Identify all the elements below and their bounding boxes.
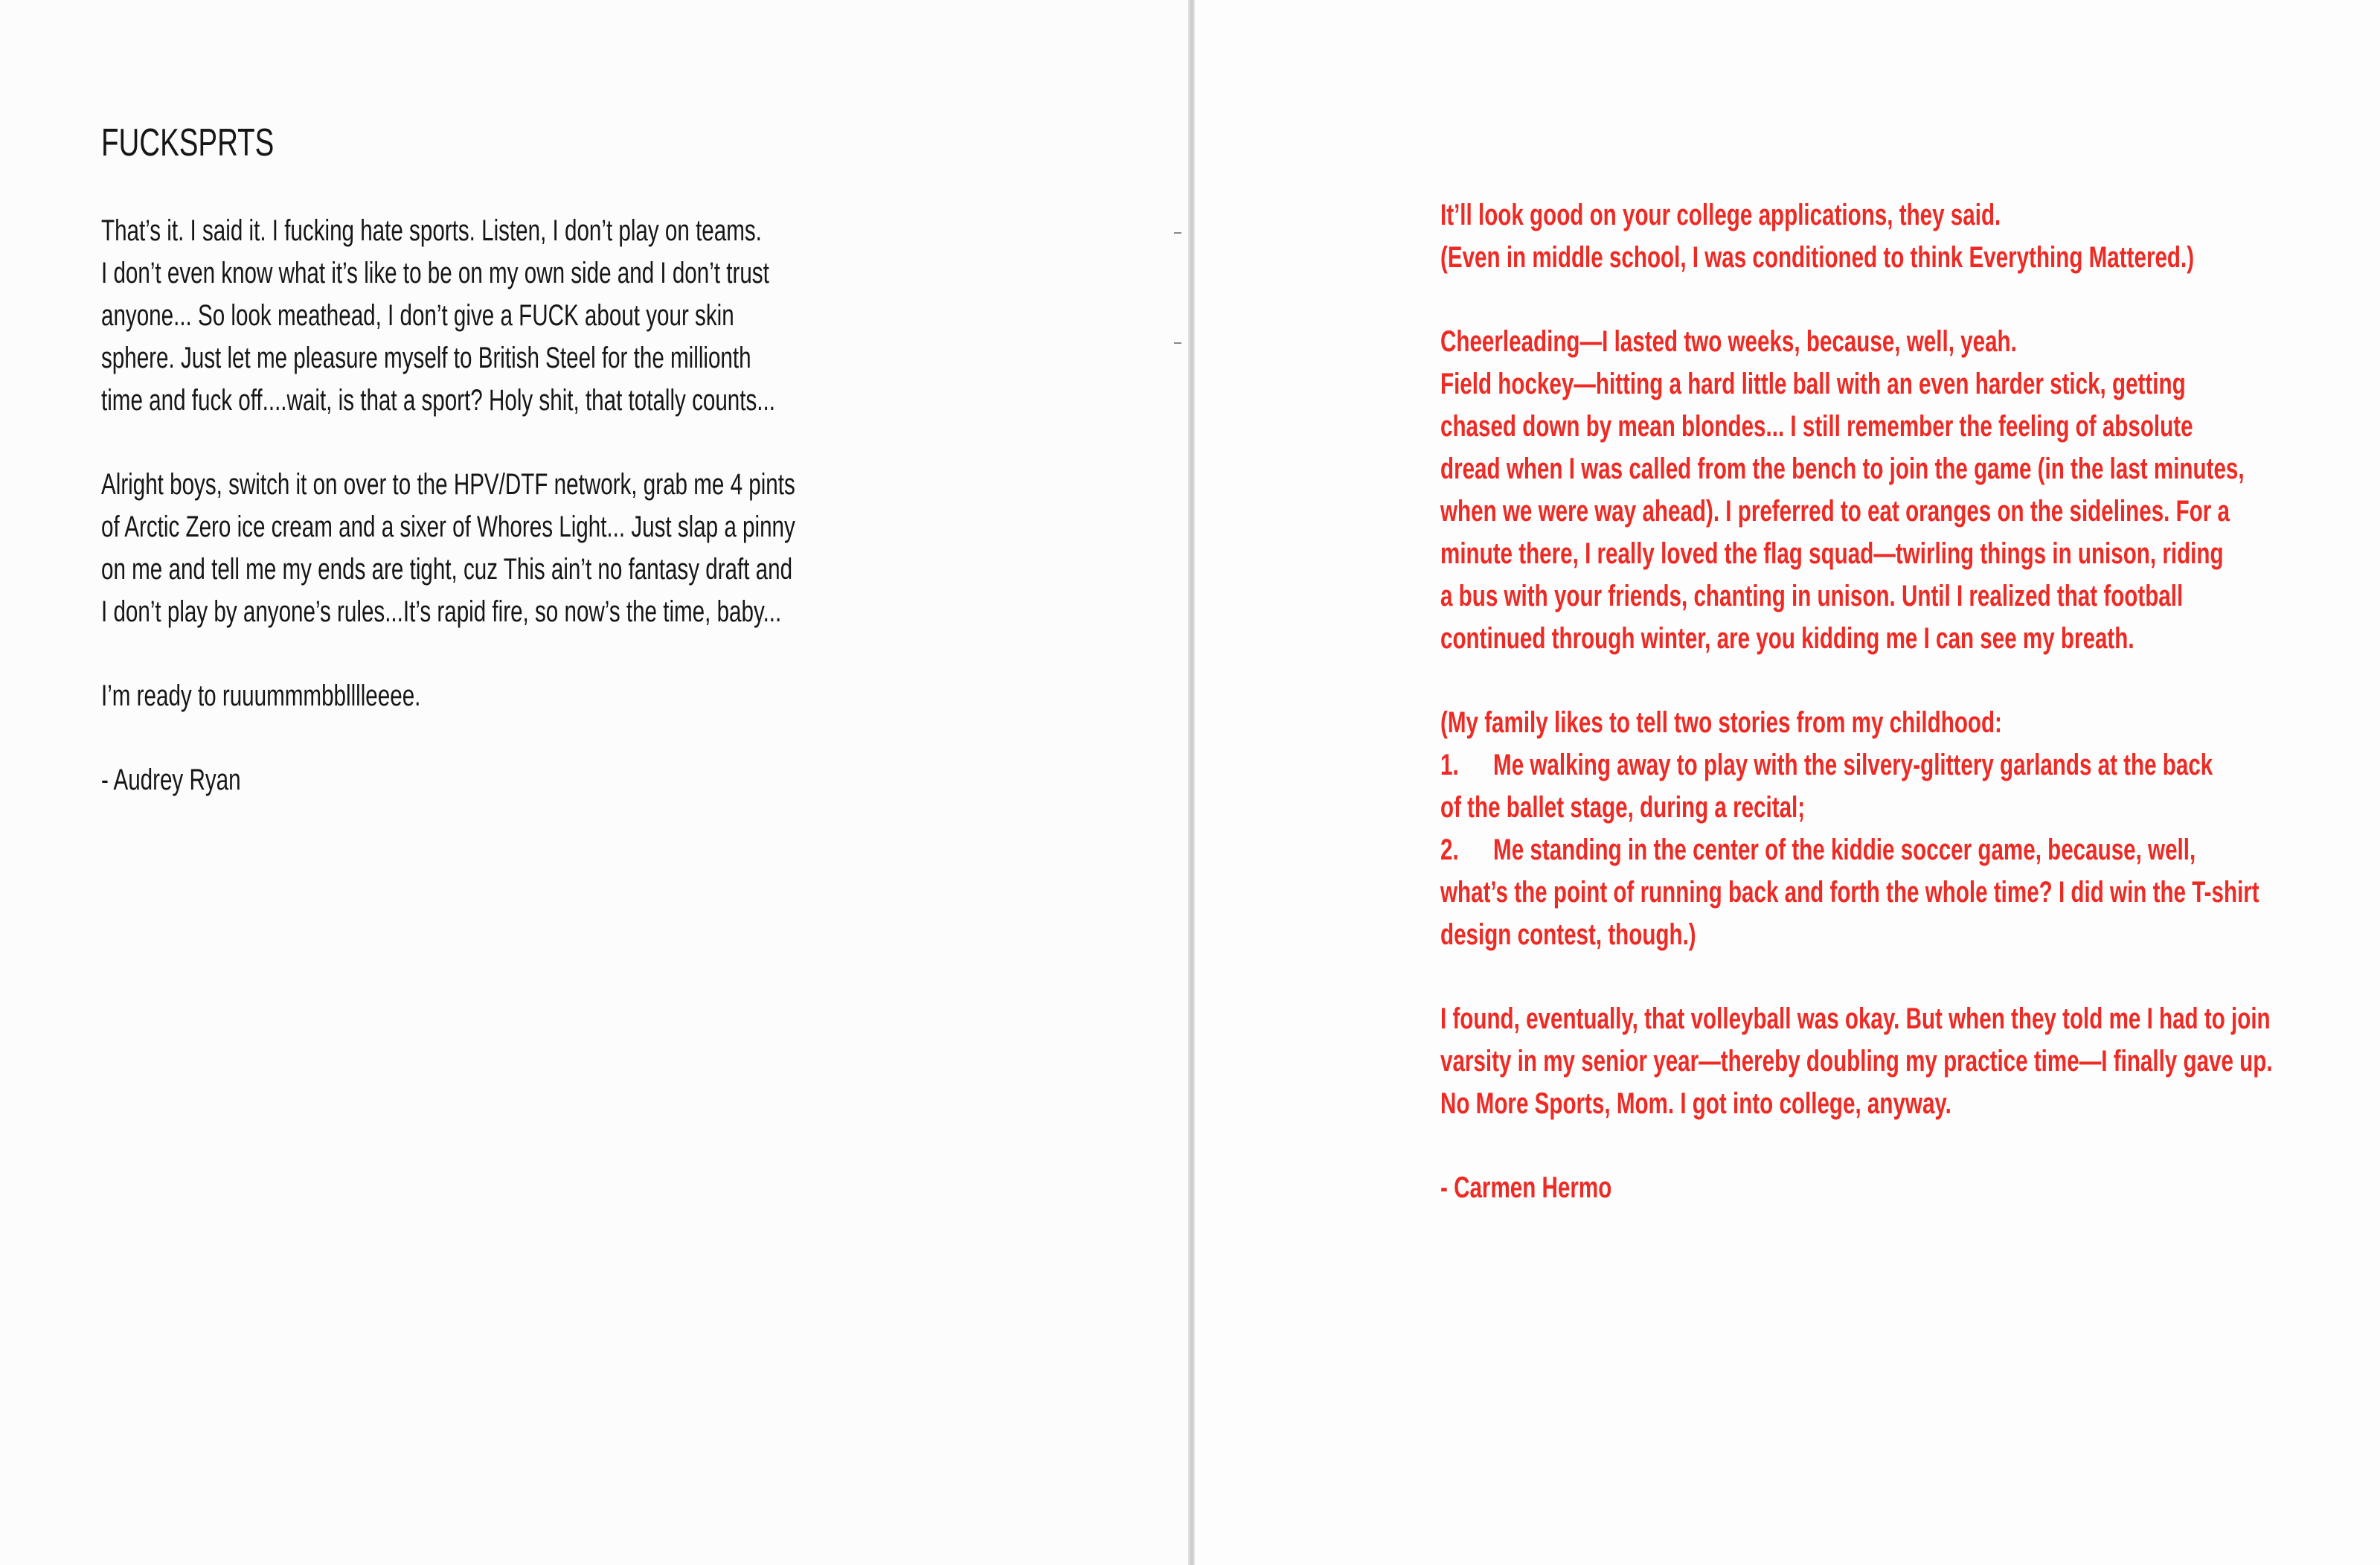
- left-line: on me and tell me my ends are tight, cuz This ain’t no fantasy draft and: [101, 553, 793, 586]
- right-line: minute there, I really loved the flag squad—twirling things in unison, riding: [1440, 537, 2224, 570]
- left-line: of Arctic Zero ice cream and a sixer of Whores Light... Just slap a pinny: [101, 511, 795, 543]
- left-line: anyone... So look meathead, I don’t give a FUCK about your skin: [101, 299, 734, 332]
- right-line: 1. Me walking away to play with the silvery-glittery garlands at the back: [1440, 744, 2273, 787]
- right-paragraph: [1440, 194, 2273, 279]
- right-line: what’s the point of running back and forth the whole time? I did win the T-shirt: [1440, 876, 2259, 909]
- right-line: chased down by mean blondes... I still remember the feeling of absolute: [1440, 410, 2193, 443]
- right-line: continued through winter, are you kidding me I can see my breath.: [1440, 622, 2134, 655]
- right-paragraph: [1440, 1167, 2273, 1209]
- left-line: I don’t even know what it’s like to be on my own side and I don’t trust: [101, 257, 769, 289]
- left-line: I don’t play by anyone’s rules...It’s rapid fire, so now’s the time, baby...: [101, 595, 782, 628]
- right-line: of the ballet stage, during a recital;: [1440, 791, 1806, 824]
- right-line: (Even in middle school, I was conditioned to think Everything Mattered.): [1440, 241, 2195, 274]
- right-essay-body: [1440, 194, 2273, 1251]
- left-line: I’m ready to ruuummmbblllleeee.: [101, 679, 421, 712]
- right-line: It’ll look good on your college applications, they said.: [1440, 199, 2001, 231]
- right-line: Cheerleading—I lasted two weeks, because, well, yeah.: [1440, 325, 2017, 358]
- left-paragraph: [101, 675, 795, 717]
- right-line: a bus with your friends, chanting in unison. Until I realized that football: [1440, 580, 2184, 612]
- left-essay-body: [101, 210, 795, 843]
- right-line: 2. Me standing in the center of the kiddie soccer game, because, well,: [1440, 829, 2273, 871]
- left-line: Alright boys, switch it on over to the HPV/DTF network, grab me 4 pints: [101, 468, 795, 501]
- right-line: dread when I was called from the bench to join the game (in the last minutes,: [1440, 452, 2245, 485]
- left-paragraph: [101, 210, 795, 422]
- right-line: design contest, though.): [1440, 918, 1696, 951]
- right-line: varsity in my senior year—thereby doubling my practice time—I finally gave up.: [1440, 1045, 2273, 1078]
- right-line: - Carmen Hermo: [1440, 1171, 1612, 1204]
- list-number: 2.: [1440, 833, 1459, 866]
- right-line: when we were way ahead). I preferred to eat oranges on the sidelines. For a: [1440, 495, 2230, 528]
- right-line: (My family likes to tell two stories from my childhood:: [1440, 706, 2002, 739]
- right-line: I found, eventually, that volleyball was okay. But when they told me I had to join: [1440, 1002, 2271, 1035]
- right-paragraph: [1440, 998, 2273, 1125]
- right-line: Field hockey—hitting a hard little ball with an even harder stick, getting: [1440, 368, 2186, 400]
- essay-title: FUCKSPRTS: [101, 121, 275, 164]
- right-line: No More Sports, Mom. I got into college, anyway.: [1440, 1087, 1951, 1120]
- left-paragraph: [101, 759, 795, 801]
- crease-mark: [1174, 342, 1181, 344]
- left-paragraph: [101, 464, 795, 633]
- left-line: That’s it. I said it. I fucking hate sports. Listen, I don’t play on teams.: [101, 214, 762, 247]
- crease-mark: [1174, 232, 1181, 234]
- left-line: time and fuck off....wait, is that a sport? Holy shit, that totally counts...: [101, 384, 775, 417]
- list-number: 1.: [1440, 749, 1459, 781]
- left-line: sphere. Just let me pleasure myself to British Steel for the millionth: [101, 342, 751, 374]
- left-line: - Audrey Ryan: [101, 764, 241, 796]
- right-paragraph: [1440, 321, 2273, 660]
- right-paragraph: [1440, 702, 2273, 956]
